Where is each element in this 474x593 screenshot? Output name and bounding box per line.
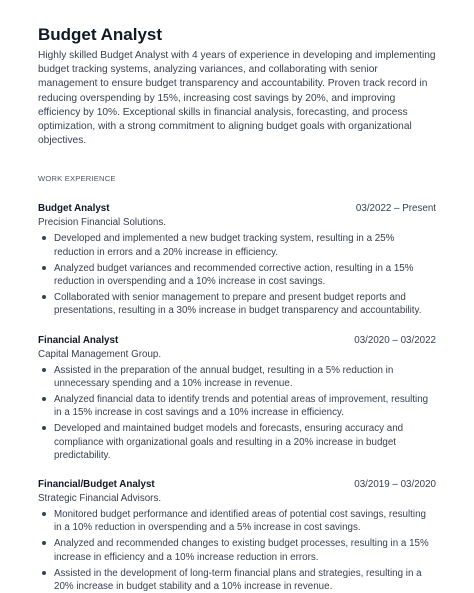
bullet-text: Developed and maintained budget models and forecasts, ensuring accuracy and compliance with organizational goals and resulting in a 20% increase in budget predictability. bbox=[54, 423, 404, 461]
bullet-dot-icon bbox=[42, 571, 46, 575]
bullet-dot-icon bbox=[42, 397, 46, 401]
job-dates: 03/2019 – 03/2020 bbox=[354, 479, 436, 491]
bullet-text: Monitored budget performance and identified areas of potential cost savings, resulting in a 10% reduction in overspending and a 5% increase in cost savings. bbox=[54, 509, 426, 534]
bullet-text: Assisted in the development of long-term financial plans and strategies, resulting in a 20% increase in budget stability and a 10% increase in revenue. bbox=[54, 567, 422, 593]
job-dates: 03/2020 – 03/2022 bbox=[354, 334, 436, 346]
bullet-item bbox=[38, 422, 436, 462]
bullet-dot-icon bbox=[42, 236, 46, 240]
company-name: Strategic Financial Advisors. bbox=[38, 493, 162, 505]
company-name: Precision Financial Solutions. bbox=[38, 217, 166, 229]
bullet-item bbox=[38, 364, 436, 390]
job-header bbox=[38, 478, 436, 492]
bullet-text: Developed and implemented a new budget tracking system, resulting in a 25% reduction in errors and a 20% increase in efficiency. bbox=[54, 233, 395, 258]
job-bullets bbox=[38, 508, 436, 593]
job-title: Financial/Budget Analyst bbox=[38, 479, 155, 491]
resume-summary: Highly skilled Budget Analyst with 4 years of experience in developing and implementing budget tracking systems, analyzing variances, and collaborating with senior management to ensure budget transparency and accountability. Proven track record in reducing overspending by 15%, increasing cost savings by 20%, and improving efficiency by 10%. Exceptional skills in financial analysis, forecasting, and process optimization, with a strong commitment to aligning budget goals with organizational objectives. bbox=[38, 50, 436, 147]
bullet-dot-icon bbox=[42, 368, 46, 372]
job-entry bbox=[38, 202, 436, 317]
bullet-text: Analyzed budget variances and recommended corrective action, resulting in a 15% reduction in overspending and a 10% increase in cost savings. bbox=[54, 262, 414, 288]
bullet-item bbox=[38, 393, 436, 419]
bullet-dot-icon bbox=[42, 295, 46, 299]
job-title: Financial Analyst bbox=[38, 334, 119, 346]
job-entry bbox=[38, 334, 436, 462]
job-dates: 03/2022 – Present bbox=[355, 203, 436, 215]
resume-title: Budget Analyst bbox=[38, 25, 163, 44]
bullet-item bbox=[38, 567, 436, 593]
section-title-work-experience: WORK EXPERIENCE bbox=[38, 174, 116, 184]
bullet-dot-icon bbox=[42, 512, 46, 516]
job-title: Budget Analyst bbox=[38, 203, 110, 215]
bullet-text: Analyzed and recommended changes to existing budget processes, resulting in a 15% increase in efficiency and a 10% increase reduction in errors. bbox=[54, 538, 429, 563]
bullet-dot-icon bbox=[42, 426, 46, 430]
job-header bbox=[38, 334, 436, 348]
company-name: Capital Management Group. bbox=[38, 348, 162, 360]
bullet-text: Collaborated with senior management to prepare and present budget reports and presentations, resulting in a 30% increase in budget transparency and accountability. bbox=[54, 292, 422, 317]
bullet-item bbox=[38, 508, 436, 534]
bullet-item bbox=[38, 291, 436, 317]
job-entry bbox=[38, 478, 436, 593]
bullet-dot-icon bbox=[42, 541, 46, 545]
bullet-item bbox=[38, 262, 436, 288]
job-header bbox=[38, 202, 436, 216]
bullet-text: Analyzed financial data to identify trends and potential areas of improvement, resulting in a 15% increase in cost savings and a 10% increase in efficiency. bbox=[54, 394, 429, 419]
job-bullets bbox=[38, 364, 436, 462]
bullet-dot-icon bbox=[42, 266, 46, 270]
bullet-item bbox=[38, 537, 436, 563]
job-bullets bbox=[38, 232, 436, 317]
bullet-text: Assisted in the preparation of the annual budget, resulting in a 5% reduction in unnecessary spending and a 10% increase in revenue. bbox=[54, 364, 394, 389]
bullet-item bbox=[38, 232, 436, 258]
